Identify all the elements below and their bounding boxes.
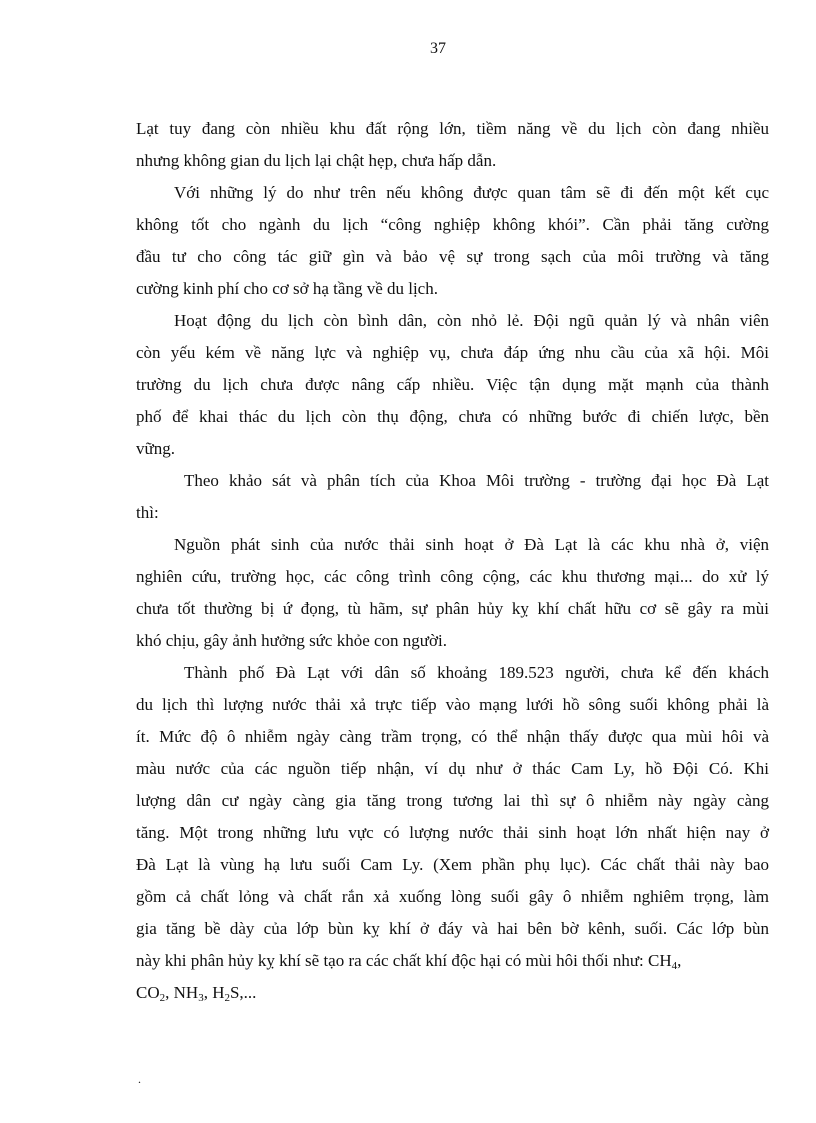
subscript: 2 — [159, 992, 166, 1004]
separator: , — [203, 983, 213, 1002]
paragraph-line: màu nước của các nguồn tiếp nhận, ví dụ như ở thác Cam Ly, hồ Đội Có. Khi — [136, 759, 769, 778]
paragraph-line: lượng dân cư ngày càng gia tăng trong tương lai thì sự ô nhiễm này ngày càng — [136, 791, 769, 810]
separator: , — [165, 983, 174, 1002]
paragraph-line: trường du lịch chưa được nâng cấp nhiều. Việc tận dụng mặt mạnh của thành — [136, 375, 769, 394]
paragraph-line: Nguồn phát sinh của nước thải sinh hoạt ở Đà Lạt là các khu nhà ở, viện — [174, 535, 769, 554]
stray-mark: . — [138, 1072, 141, 1086]
paragraph-line: Theo khảo sát và phân tích của Khoa Môi trường - trường đại học Đà Lạt — [184, 471, 769, 490]
paragraph-line: cường kinh phí cho cơ sở hạ tầng về du lịch. — [136, 279, 438, 298]
subscript: 4 — [671, 960, 678, 972]
formula-text: CO — [136, 983, 160, 1002]
paragraph-line: chưa tốt thường bị ứ đọng, tù hãm, sự phân hủy kỵ khí chất hữu cơ sẽ gây ra mùi — [136, 599, 769, 618]
paragraph-line: thì: — [136, 503, 159, 522]
paragraph-line: gồm cả chất lỏng và chất rắn xả xuống lòng suối gây ô nhiễm nghiêm trọng, làm — [136, 887, 769, 906]
paragraph-line: nhưng không gian du lịch lại chật hẹp, chưa hấp dẫn. — [136, 151, 497, 170]
paragraph-line — [136, 945, 769, 977]
paragraph-line: Với những lý do như trên nếu không được quan tâm sẽ đi đến một kết cục — [174, 183, 769, 202]
paragraph-line: nghiên cứu, trường học, các công trình công cộng, các khu thương mại... do xử lý — [136, 567, 769, 586]
formula-text: NH — [173, 983, 199, 1002]
paragraph-line: du lịch thì lượng nước thải xả trực tiếp vào mạng lưới hồ sông suối không phải là — [136, 695, 769, 714]
formula-text: H — [212, 983, 225, 1002]
paragraph-line: vững. — [136, 439, 175, 458]
formula-text: S,... — [229, 983, 257, 1002]
paragraph-line: gia tăng bề dày của lớp bùn kỵ khí ở đáy và hai bên bờ kênh, suối. Các lớp bùn — [136, 919, 769, 938]
line-text: này khi phân hủy kỵ khí sẽ tạo ra các chất khí độc hại có mùi hôi thối như: CH — [136, 951, 672, 970]
separator: , — [677, 951, 682, 970]
formula-line — [136, 977, 769, 1009]
paragraph-line: Hoạt động du lịch còn bình dân, còn nhỏ lẻ. Đội ngũ quản lý và nhân viên — [174, 311, 769, 330]
paragraph-line: đầu tư cho công tác giữ gìn và bảo vệ sự trong sạch của môi trường và tăng — [136, 247, 769, 266]
paragraph-line: phố để khai thác du lịch còn thụ động, chưa có những bước đi chiến lược, bền — [136, 407, 769, 426]
paragraph-line: Lạt tuy đang còn nhiều khu đất rộng lớn, tiềm năng về du lịch còn đang nhiều — [136, 119, 769, 138]
page-number: 37 — [430, 40, 446, 57]
paragraph-line: Đà Lạt là vùng hạ lưu suối Cam Ly. (Xem phần phụ lục). Các chất thải này bao — [136, 855, 769, 874]
paragraph-line: khó chịu, gây ảnh hưởng sức khỏe con người. — [136, 631, 447, 650]
subscript: 3 — [198, 992, 204, 1004]
paragraph-line: ít. Mức độ ô nhiễm ngày càng trầm trọng, có thể nhận thấy được qua mùi hôi và — [136, 727, 769, 746]
paragraph-line: còn yếu kém về năng lực và nghiệp vụ, chưa đáp ứng nhu cầu của xã hội. Môi — [136, 343, 769, 362]
paragraph-line: không tốt cho ngành du lịch “công nghiệp không khói”. Cần phải tăng cường — [136, 215, 769, 234]
paragraph-line: tăng. Một trong những lưu vực có lượng nước thải sinh hoạt lớn nhất hiện nay ở — [136, 823, 769, 842]
paragraph-line: Thành phố Đà Lạt với dân số khoảng 189.523 người, chưa kể đến khách — [184, 663, 769, 682]
subscript: 2 — [224, 992, 230, 1004]
